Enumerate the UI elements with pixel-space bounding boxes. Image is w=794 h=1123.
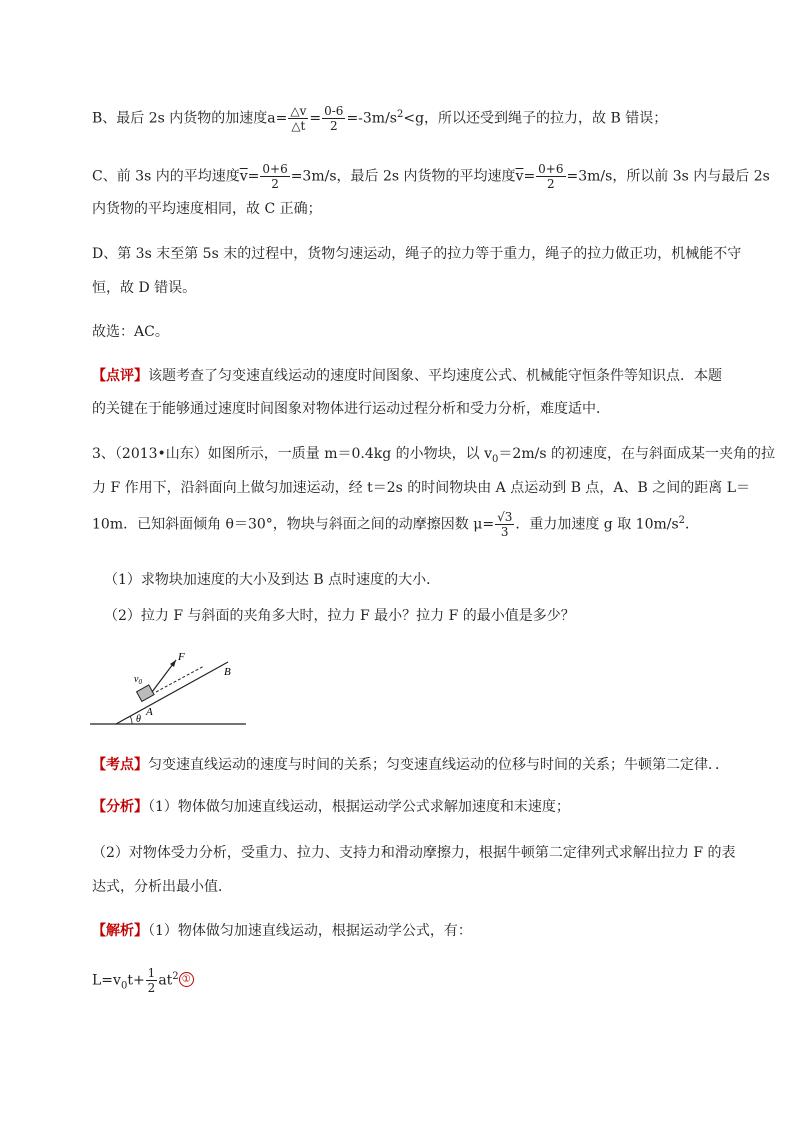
- avg-velocity-symbol: $\overline{v}$: [239, 168, 248, 185]
- option-d-line-1: D、第 3s 末至第 5s 末的过程中，货物匀速运动，绳子的拉力等于重力，绳子的拉力做正功，机械能不守: [92, 246, 742, 262]
- jiexi-tag: 【解析】: [92, 923, 148, 939]
- incline-line: [116, 662, 228, 724]
- equation-number-1: ①: [179, 972, 194, 987]
- sub-question-2: （2）拉力 F 与斜面的夹角多大时，拉力 F 最小？拉力 F 的最小值是多少？: [104, 608, 575, 624]
- fenxi-line-2: （2）对物体受力分析，受重力、拉力、支持力和滑动摩擦力，根据牛顿第二定律列式求解出拉力 F 的表: [92, 845, 736, 861]
- option-b-prefix: B、最后 2s 内货物的加速度a=: [92, 110, 288, 127]
- question-3-line-2: 力 F 作用下，沿斜面向上做匀加速运动，经 t＝2s 的时间物块由 A 点运动到 B 点，A、B 之间的距离 L＝: [92, 480, 751, 496]
- avg-velocity-symbol: $\overline{v}$: [515, 168, 524, 185]
- fenxi-line-1: 【分析】（1）物体做匀加速直线运动，根据运动学公式求解加速度和末速度；: [92, 799, 570, 815]
- fraction-0-plus-6: $\frac{0+6}{2}$: [538, 162, 564, 191]
- fraction-one-half: $\frac{1}{2}$: [147, 966, 156, 995]
- label-v0: $v_0$: [134, 674, 142, 686]
- incline-figure: [88, 640, 258, 732]
- label-b: B: [224, 666, 231, 678]
- review-line-2: 的关键在于能够通过速度时间图象对物体进行运动过程分析和受力分析，难度适中．: [92, 401, 610, 417]
- label-a: A: [146, 706, 153, 718]
- fraction-dv-dt: $\frac{\triangle v}{\triangle t}$: [290, 104, 307, 133]
- answer-line: 故选：AC。: [92, 324, 169, 340]
- fraction-0-plus-6: $\frac{0+6}{2}$: [262, 162, 288, 191]
- block: [137, 685, 155, 701]
- formula-line: $L=v_0t+$ $\frac{1}{2}$ $at^2$ ①: [92, 966, 194, 996]
- sub-question-1: （1）求物块加速度的大小及到达 B 点时速度的大小．: [104, 572, 441, 588]
- question-3-line-1: 3、（2013•山东）如图所示，一质量 m＝0.4kg 的小物块，以 $v_0=2m/s$ 的初速度，在与斜面成某一夹角的拉: [92, 446, 775, 465]
- option-c-line-1: C、前 3s 内的平均速度$\overline{v}=$ $\frac{0+6}{2}$ =3m/s，最后 2s 内货物的平均速度$\overline{v}=$ $\frac{0+6}{2}$ =3m/s，所以前 3s 内与最后 2s: [92, 162, 770, 191]
- option-b-line: B、最后 2s 内货物的加速度a= $\frac{\triangle v}{\triangle t}$ = $\frac{0-6}{2}$ $=-3m/s^2<g$，所以还受到绳子的拉力，故 B 错误；: [92, 104, 668, 133]
- label-f: F: [178, 651, 185, 663]
- fraction-sqrt3-over-3: $\frac{√3}{3}$: [497, 510, 513, 539]
- kaodian-line: 【考点】匀变速直线运动的速度与时间的关系；匀变速直线运动的位移与时间的关系；牛顿第二定律．．: [92, 757, 729, 773]
- kaodian-tag: 【考点】: [92, 757, 148, 773]
- label-theta: θ: [136, 714, 141, 725]
- question-3-line-3: 10m．已知斜面倾角 θ＝30°，物块与斜面之间的动摩擦因数 μ= $\frac{√3}{3}$ ．重力加速度 g 取 $10m/s^2$．: [92, 510, 700, 539]
- angle-arc: [130, 716, 132, 724]
- option-d-line-2: 恒，故 D 错误。: [92, 280, 197, 296]
- jiexi-line-1: 【解析】（1）物体做匀加速直线运动，根据运动学公式，有：: [92, 923, 472, 939]
- review-tag: 【点评】: [92, 368, 148, 384]
- option-c-line-2: 内货物的平均速度相同，故 C 正确；: [92, 201, 322, 217]
- fenxi-line-3: 达式，分析出最小值．: [92, 879, 232, 895]
- fraction-0-6: $\frac{0-6}{2}$: [324, 104, 344, 133]
- fenxi-tag: 【分析】: [92, 799, 148, 815]
- review-line-1: 【点评】该题考查了匀变速直线运动的速度时间图象、平均速度公式、机械能守恒条件等知识点．本题: [92, 368, 722, 384]
